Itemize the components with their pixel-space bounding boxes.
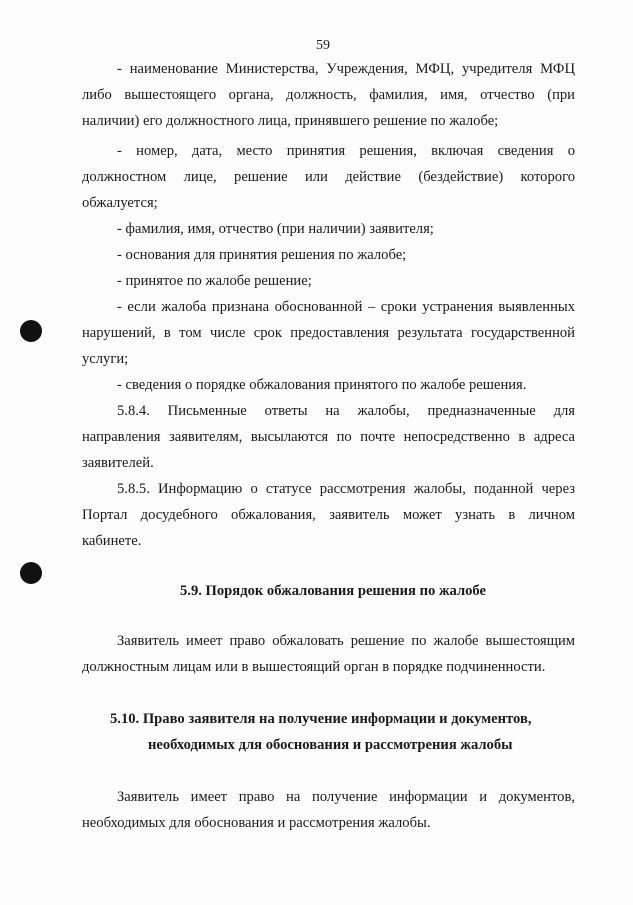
punch-hole [20, 562, 42, 584]
text-line: 5.8.4. Письменные ответы на жалобы, предназначенные для [117, 403, 575, 419]
page-number: 59 [316, 38, 330, 53]
section-heading: необходимых для обоснования и рассмотрения жалобы [148, 737, 513, 753]
text-line: - фамилия, имя, отчество (при наличии) заявителя; [117, 221, 434, 237]
section-heading: 5.10. Право заявителя на получение информации и документов, [110, 711, 532, 727]
text-line: Заявитель имеет право обжаловать решение по жалобе вышестоящим [117, 633, 575, 649]
text-line: должностным лицам или в вышестоящий орган в порядке подчиненности. [82, 659, 546, 675]
text-line: направления заявителям, высылаются по почте непосредственно в адреса [82, 429, 575, 445]
text-line: - если жалоба признана обоснованной – сроки устранения выявленных [117, 299, 575, 315]
text-line: - номер, дата, место принятия решения, включая сведения о [117, 143, 575, 159]
text-line: либо вышестоящего органа, должность, фамилия, имя, отчество (при [82, 87, 575, 103]
text-line: обжалуется; [82, 195, 158, 211]
text-line: необходимых для обоснования и рассмотрения жалобы. [82, 815, 431, 831]
text-line: - сведения о порядке обжалования принятого по жалобе решения. [117, 377, 527, 393]
text-line: должностном лице, решение или действие (бездействие) которого [82, 169, 575, 185]
text-line: нарушений, в том числе срок предоставления результата государственной [82, 325, 575, 341]
section-heading: 5.9. Порядок обжалования решения по жалобе [180, 583, 487, 599]
text-line: услуги; [82, 351, 129, 367]
text-line: Портал досудебного обжалования, заявитель может узнать в личном [82, 507, 575, 523]
text-line: 5.8.5. Информацию о статусе рассмотрения жалобы, поданной через [117, 481, 575, 497]
text-line: Заявитель имеет право на получение информации и документов, [117, 789, 575, 805]
text-line: - наименование Министерства, Учреждения, МФЦ, учредителя МФЦ [117, 61, 575, 77]
text-line: кабинете. [82, 533, 142, 549]
text-line: заявителей. [82, 455, 154, 471]
text-line: - принятое по жалобе решение; [117, 273, 312, 289]
text-line: наличии) его должностного лица, принявшего решение по жалобе; [82, 113, 499, 129]
text-line: - основания для принятия решения по жалобе; [117, 247, 407, 263]
punch-hole [20, 320, 42, 342]
